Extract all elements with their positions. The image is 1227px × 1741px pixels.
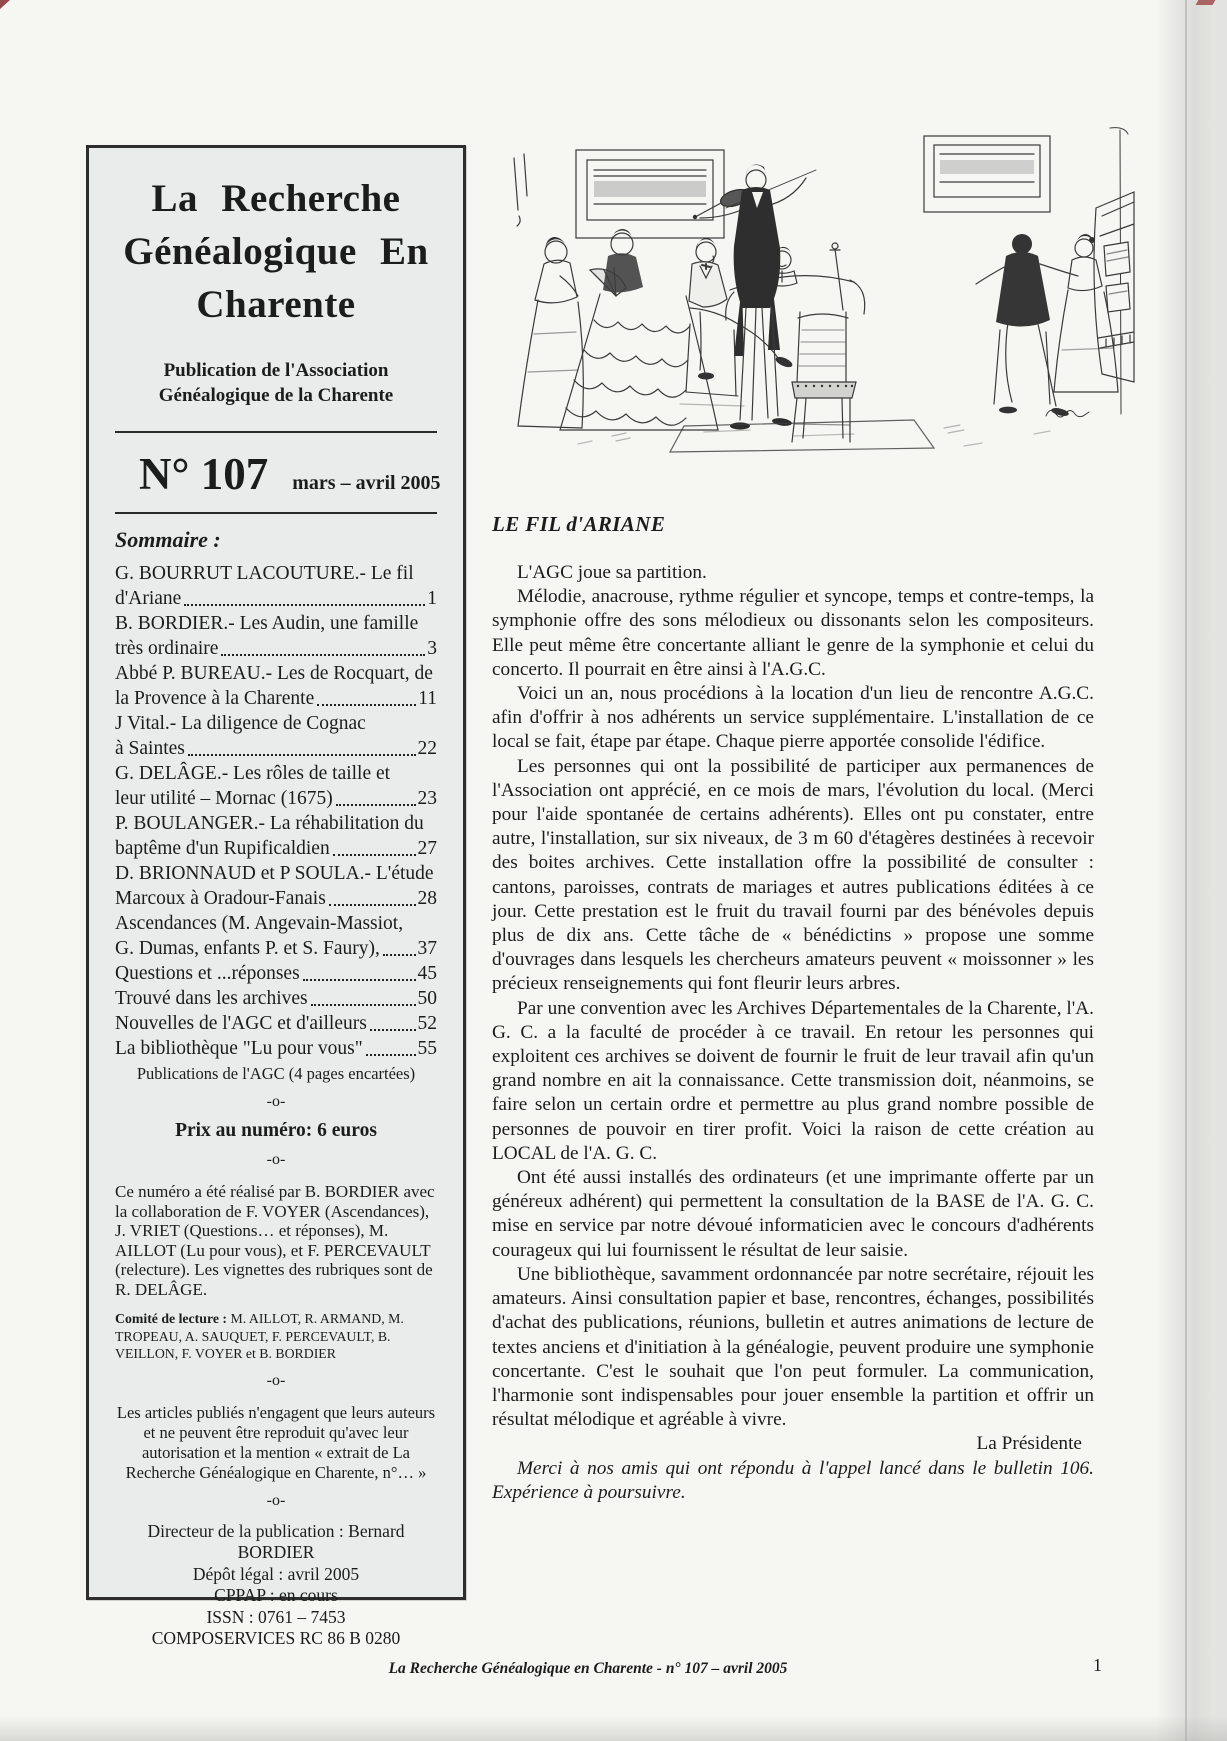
- divider: [115, 431, 437, 433]
- dotted-leader: [188, 754, 416, 756]
- toc-entry-title: P. BOULANGER.- La réhabilitation du: [115, 813, 424, 835]
- toc-entry-title: J Vital.- La diligence de Cognac: [115, 713, 366, 735]
- toc-entry-title: G. DELÂGE.- Les rôles de taille et: [115, 763, 391, 785]
- article-signature: La Présidente: [976, 1433, 1082, 1455]
- article-heading: LE FIL d'ARIANE: [492, 512, 666, 536]
- toc-entry: [115, 611, 437, 661]
- imprint-line: CPPAP : en cours: [214, 1585, 338, 1606]
- toc-page-number: 3: [427, 638, 437, 660]
- toc-entry-subtitle: leur utilité – Mornac (1675): [115, 788, 333, 810]
- issue-credits: Ce numéro a été réalisé par B. BORDIER avec la collaboration de F. VOYER (Ascendances), J. VRIET (Questions… et réponses), M. AILLOT (Lu pour vous), et F. PERCEVAULT (relecture). Les vignettes des rubriques sont de R. DELÂGE.: [115, 1182, 435, 1299]
- separator: -o-: [266, 1491, 286, 1509]
- insert-note: Publications de l'AGC (4 pages encartées): [136, 1064, 416, 1084]
- toc-page-number: 52: [417, 1013, 437, 1035]
- toc-page-number: 22: [417, 738, 437, 760]
- footer-journal-line: La Recherche Généalogique en Charente - n° 107 – avril 2005: [388, 1660, 788, 1677]
- toc-entry-subtitle: Marcoux à Oradour-Fanais: [115, 888, 326, 910]
- toc-entry: [115, 1011, 437, 1036]
- article-paragraph: Les personnes qui ont la possibilité de participer aux permanences de l'Association ont apprécié, en ce mois de mars, l'évolution du local. (Merci pour l'aide spontanée de certains adhérents). Elles ont pu constater, entre autre, l'installation, sur six niveaux, de 3 m 60 d'étagères destinées à recevoir des boites archives. Cette installation offre la possibilité de consulter : cantons, paroisses, contrats de mariages et autres publications éditées à ce jour. Cette prestation est le fruit du travail fourni par des bénévoles depuis plus de dix ans. Cette tâche de « bénédictins » propose une somme d'ouvrages dans lesquels les chercheurs amateurs peuvent « moissonner » les précieux renseignements qui font fleurir leurs arbres.: [492, 755, 1094, 995]
- separator: -o-: [266, 1371, 286, 1389]
- studded-chair: [792, 243, 856, 442]
- dotted-leader: [333, 854, 416, 856]
- scan-corner-mark-top-right: [1196, 0, 1216, 5]
- salon-engraving-illustration: [494, 124, 1136, 458]
- toc-entry: [115, 1036, 437, 1061]
- toc-entry-subtitle: La bibliothèque "Lu pour vous": [115, 1038, 363, 1060]
- scan-edge-right: [1155, 0, 1227, 1741]
- imprint-line: ISSN : 0761 – 7453: [206, 1606, 346, 1627]
- toc-page-number: 11: [418, 688, 437, 710]
- toc-page-number: 50: [417, 988, 437, 1010]
- toc-entry: [115, 911, 437, 961]
- dotted-leader: [366, 1054, 416, 1056]
- toc-entry-title: D. BRIONNAUD et P SOULA.- L'étude: [115, 863, 434, 885]
- toc-page-number: 37: [417, 938, 437, 960]
- lead-article: [492, 512, 1094, 1505]
- page-number: 1: [1093, 1655, 1102, 1675]
- article-paragraph: L'AGC joue sa partition.: [517, 562, 707, 583]
- toc-entry-subtitle: la Provence à la Charente: [115, 688, 315, 710]
- toc-entry-subtitle: baptême d'un Rupificaldien: [115, 838, 330, 860]
- toc-entry-title: G. BOURRUT LACOUTURE.- Le fil: [115, 563, 414, 585]
- scan-corner-mark-top-left: [0, 0, 10, 9]
- article-paragraph: Voici un an, nous procédions à la location d'un lieu de rencontre A.G.C. afin d'offrir à nos adhérents un service supplémentaire. L'installation de ce local se fait, étape par étape. Chaque pierre apportée consolide l'édifice.: [492, 683, 1094, 753]
- article-paragraph: Une bibliothèque, savamment ordonnancée par notre secrétaire, réjouit les amateurs. Ainsi consultation papier et base, rencontres, échanges, possibilités d'achat des publications, réunions, bulletin et autres animations de lecture de textes anciens et d'initiation à la généalogie, peuvent produire une symphonie concertante. C'est le souhait que l'on peut formuler. La communication, l'harmonie sont indispensables pour jouer ensemble la partition et offrir un résultat mélodique et agréable à vivre.: [492, 1263, 1094, 1431]
- toc-entry: [115, 561, 437, 611]
- imprint-line: Directeur de la publication : Bernard BORDIER: [147, 1520, 405, 1563]
- article-paragraph: Ont été aussi installés des ordinateurs (et une imprimante offerte par un généreux adhérent) qui permettent la consultation de la BASE de l'A. G. C. mise en service par notre dévoué informaticien avec le concours d'adhérents courageux qui lui fournissent le résultat de leur saisie.: [492, 1167, 1094, 1261]
- article-paragraph: Par une convention avec les Archives Départementales de la Charente, l'A. G. C. a la faculté de procéder à ce travail. En retour les personnes qui exploitent ces archives se doivent de fournir le fruit de leur travail afin qu'un grand nombre en ait la connaissance. Cette transmission doit, néanmoins, se faire selon un certain ordre et permettre au plus grand nombre possible de personnes de pouvoir en tirer profit. Voici la raison de cette création au LOCAL de l'A. G. C.: [492, 997, 1094, 1164]
- toc-page-number: 27: [417, 838, 437, 860]
- divider: [115, 512, 437, 514]
- toc-page-number: 55: [417, 1038, 437, 1060]
- toc-entry-subtitle: très ordinaire: [115, 638, 219, 660]
- toc-entry-subtitle: d'Ariane: [115, 588, 182, 610]
- dotted-leader: [383, 954, 416, 956]
- reading-committee-label: Comité de lecture :: [115, 1311, 231, 1327]
- toc-entry-subtitle: à Saintes: [115, 738, 185, 760]
- toc-page-number: 28: [417, 888, 437, 910]
- dotted-leader: [184, 604, 425, 606]
- toc-page-number: 1: [427, 588, 437, 610]
- journal-subtitle-line1: Publication de l'Association: [163, 360, 389, 382]
- dotted-leader: [221, 654, 425, 656]
- toc-entry: [115, 811, 437, 861]
- journal-subtitle-line2: Généalogique de la Charente: [158, 385, 394, 407]
- dotted-leader: [311, 1004, 416, 1006]
- issue-line: [115, 448, 441, 500]
- toc-entry-subtitle: Trouvé dans les archives: [115, 988, 308, 1010]
- pianist-back-view: [976, 234, 1078, 417]
- dotted-leader: [329, 904, 416, 906]
- reading-committee-members: M. AILLOT, R. ARMAND, M. TROPEAU, A. SAUQUET, F. PERCEVAULT, B. VEILLON, F. VOYER et B. BORDIER: [115, 1311, 404, 1362]
- separator: -o-: [266, 1151, 286, 1169]
- imprint-line: Dépôt légal : avril 2005: [192, 1563, 360, 1584]
- journal-subtitle: [115, 358, 437, 408]
- toc-entry-title: B. BORDIER.- Les Audin, une famille: [115, 613, 419, 635]
- toc-entry-subtitle: Questions et ...réponses: [115, 963, 300, 985]
- dotted-leader: [370, 1029, 416, 1031]
- toc-page-number: 45: [417, 963, 437, 985]
- journal-title: La Recherche Généalogique En Charente: [123, 177, 429, 327]
- framed-picture-left: [576, 150, 724, 238]
- issue-date: mars – avril 2005: [292, 472, 441, 495]
- dotted-leader: [317, 704, 416, 706]
- dotted-leader: [336, 804, 416, 806]
- imprint-block: [115, 1521, 437, 1650]
- toc-page-number: 23: [417, 788, 437, 810]
- price-per-issue: Prix au numéro: 6 euros: [175, 1120, 377, 1142]
- toc-entry: [115, 661, 437, 711]
- masthead-sidebar: [86, 145, 466, 1649]
- framed-picture-right: [924, 136, 1050, 212]
- toc-entry-title: Ascendances (M. Angevain-Massiot,: [115, 913, 404, 935]
- engraving-svg: [494, 124, 1136, 458]
- toc-entry-subtitle: Nouvelles de l'AGC et d'ailleurs: [115, 1013, 367, 1035]
- toc-entry: [115, 961, 437, 986]
- table-of-contents: [115, 561, 437, 1061]
- toc-entry: [115, 761, 437, 811]
- article-body: [492, 561, 1094, 1432]
- article-paragraph: Mélodie, anacrouse, rythme régulier et syncope, temps et contre-temps, la symphonie offre des sons mélodieux ou dissonants selon les compositeurs. Elle peut même être concertante alliant le genre de la symphonie et celui du concerto. Il pourrait en être ainsi à l'A.G.C.: [492, 586, 1094, 680]
- copyright-notice: Les articles publiés n'engagent que leurs auteurs et ne peuvent être reproduit qu'avec leur autorisation et la mention « extrait de La Recherche Généalogique en Charente, n°… »: [116, 1402, 436, 1482]
- seated-lady-left: [518, 237, 583, 428]
- toc-entry-title: Abbé P. BUREAU.- Les de Rocquart, de: [115, 663, 433, 685]
- separator: -o-: [266, 1093, 286, 1111]
- imprint-line: COMPOSERVICES RC 86 B 0280: [151, 1628, 401, 1649]
- toc-entry: [115, 986, 437, 1011]
- article-postscript: Merci à nos amis qui ont répondu à l'appel lancé dans le bulletin 106. Expérience à poursuivre.: [492, 1457, 1094, 1503]
- scan-edge-bottom: [0, 1715, 1227, 1741]
- issue-number: N° 107: [139, 449, 269, 500]
- toc-entry-subtitle: G. Dumas, enfants P. et S. Faury),: [115, 938, 380, 960]
- toc-entry: [115, 861, 437, 911]
- reading-committee: [115, 1310, 437, 1363]
- dotted-leader: [303, 979, 416, 981]
- toc-entry: [115, 711, 437, 761]
- sommaire-heading: Sommaire :: [115, 527, 221, 553]
